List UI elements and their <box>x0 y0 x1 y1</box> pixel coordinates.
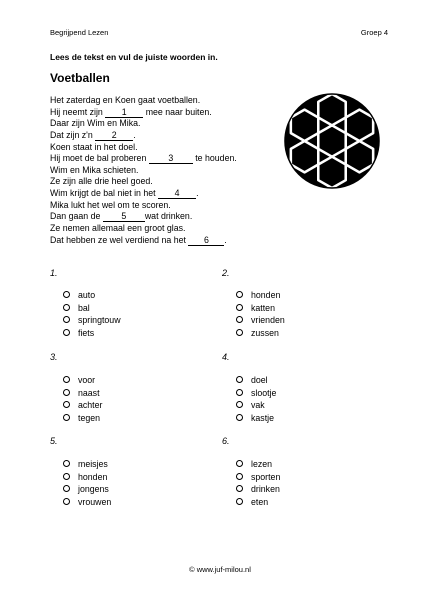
story-line <box>50 95 237 107</box>
story-line <box>50 211 237 223</box>
story-text-segment: Ze nemen allemaal een groot glas. <box>50 223 186 234</box>
circle-bullet-icon <box>236 291 243 298</box>
story-text <box>50 95 237 246</box>
option-label: vrouwen <box>78 496 112 507</box>
circle-bullet-icon <box>236 473 243 480</box>
circle-bullet-icon <box>63 460 70 467</box>
option-label: lezen <box>251 459 273 469</box>
story-line <box>50 223 237 235</box>
circle-bullet-icon <box>63 376 70 383</box>
option-label: meisjes <box>78 459 108 469</box>
story-text-segment: Mika lukt het wel om te scoren. <box>50 199 171 210</box>
option[interactable] <box>63 302 121 315</box>
story-line <box>50 153 237 165</box>
option[interactable] <box>63 471 111 484</box>
option-label: voor <box>78 375 96 385</box>
option-label: naast <box>78 387 100 398</box>
question-5-options <box>63 458 111 508</box>
option-label: doel <box>251 375 268 385</box>
story-text-segment: mee naar buiten. <box>143 106 212 117</box>
story-text-segment: Het zaterdag en Koen gaat voetballen. <box>50 95 201 105</box>
question-4-options <box>236 374 276 424</box>
option[interactable] <box>236 412 276 425</box>
option-label: honden <box>251 290 281 300</box>
story-line <box>50 165 237 177</box>
story-line <box>50 130 237 142</box>
circle-bullet-icon <box>63 473 70 480</box>
circle-bullet-icon <box>63 485 70 492</box>
circle-bullet-icon <box>63 316 70 323</box>
circle-bullet-icon <box>63 304 70 311</box>
option[interactable] <box>236 483 280 496</box>
story-text-segment: . <box>133 129 136 140</box>
header-subject: Begrijpend Lezen <box>50 28 109 37</box>
story-text-segment: Koen staat in het doel. <box>50 141 138 152</box>
option[interactable] <box>236 496 280 509</box>
option[interactable] <box>63 374 102 387</box>
question-number-6: 6. <box>222 436 230 446</box>
story-text-segment: Ze zijn alle drie heel goed. <box>50 176 153 187</box>
option-label: honden <box>78 471 108 482</box>
footer-copyright: © www.juf-milou.nl <box>189 565 251 574</box>
option[interactable] <box>63 412 102 425</box>
option[interactable] <box>236 471 280 484</box>
soccer-ball-icon <box>283 92 381 190</box>
page-title: Voetballen <box>50 71 110 85</box>
story-line <box>50 188 237 200</box>
option-label: auto <box>78 290 96 300</box>
option[interactable] <box>236 289 285 302</box>
question-6-options <box>236 458 280 508</box>
story-line <box>50 235 237 247</box>
option-label: vak <box>251 400 265 411</box>
option[interactable] <box>236 458 280 471</box>
question-number-5: 5. <box>50 436 58 446</box>
option-label: vrienden <box>251 315 285 326</box>
option-label: fiets <box>78 327 95 338</box>
option[interactable] <box>63 327 121 340</box>
story-text-segment: . <box>224 234 227 245</box>
story-text-segment: wat drinken. <box>144 211 193 222</box>
option-label: eten <box>251 496 269 507</box>
circle-bullet-icon <box>63 498 70 505</box>
option[interactable] <box>236 327 285 340</box>
option-label: zussen <box>251 327 279 338</box>
story-line <box>50 200 237 212</box>
story-text-segment: Wim en Mika schieten. <box>50 164 139 175</box>
option-label: sporten <box>251 471 281 482</box>
option[interactable] <box>63 496 111 509</box>
option[interactable] <box>63 289 121 302</box>
story-text-segment: Dat zijn z'n <box>50 129 96 140</box>
option[interactable] <box>63 399 102 412</box>
circle-bullet-icon <box>63 414 70 421</box>
option-label: slootje <box>251 387 277 398</box>
story-line <box>50 118 237 130</box>
circle-bullet-icon <box>236 329 243 336</box>
option[interactable] <box>63 458 111 471</box>
story-text-segment: . <box>196 188 199 199</box>
story-text-segment: Daar zijn Wim en Mika. <box>50 118 141 129</box>
option[interactable] <box>63 387 102 400</box>
circle-bullet-icon <box>236 389 243 396</box>
option-label: achter <box>78 400 103 411</box>
question-1-options <box>63 289 121 339</box>
question-number-4: 4. <box>222 352 230 362</box>
question-number-3: 3. <box>50 352 58 362</box>
story-line <box>50 142 237 154</box>
circle-bullet-icon <box>63 401 70 408</box>
circle-bullet-icon <box>63 389 70 396</box>
circle-bullet-icon <box>63 329 70 336</box>
circle-bullet-icon <box>236 316 243 323</box>
circle-bullet-icon <box>63 291 70 298</box>
question-2-options <box>236 289 285 339</box>
blank-1: 1 <box>105 108 143 118</box>
option[interactable] <box>236 374 276 387</box>
option[interactable] <box>63 483 111 496</box>
story-text-segment: Wim krijgt de bal niet in het <box>50 188 159 199</box>
header-grade: Groep 4 <box>360 28 388 37</box>
circle-bullet-icon <box>236 460 243 467</box>
option[interactable] <box>236 399 276 412</box>
option-label: tegen <box>78 412 101 423</box>
circle-bullet-icon <box>236 401 243 408</box>
option[interactable] <box>236 314 285 327</box>
circle-bullet-icon <box>236 376 243 383</box>
story-line <box>50 107 237 119</box>
option[interactable] <box>236 387 276 400</box>
instruction: Lees de tekst en vul de juiste woorden in. <box>50 52 218 62</box>
blank-3: 3 <box>149 154 193 164</box>
story-text-segment: Hij neemt zijn <box>50 106 106 117</box>
circle-bullet-icon <box>236 498 243 505</box>
blank-6: 6 <box>188 236 224 246</box>
option-label: springtouw <box>78 315 121 326</box>
blank-4: 4 <box>158 189 196 199</box>
circle-bullet-icon <box>236 485 243 492</box>
circle-bullet-icon <box>236 414 243 421</box>
option[interactable] <box>236 302 285 315</box>
story-text-segment: te houden. <box>192 153 237 164</box>
story-line <box>50 176 237 188</box>
option[interactable] <box>63 314 121 327</box>
option-label: kastje <box>251 412 274 423</box>
blank-5: 5 <box>103 212 145 222</box>
question-number-1: 1. <box>50 268 58 278</box>
option-label: drinken <box>251 484 280 495</box>
question-3-options <box>63 374 102 424</box>
story-text-segment: Hij moet de bal proberen <box>50 153 149 164</box>
option-label: jongens <box>78 484 109 495</box>
circle-bullet-icon <box>236 304 243 311</box>
story-text-segment: Dat hebben ze wel verdiend na het <box>50 234 189 245</box>
story-text-segment: Dan gaan de <box>50 211 103 222</box>
option-label: katten <box>251 302 275 313</box>
blank-2: 2 <box>95 131 133 141</box>
option-label: bal <box>78 302 90 313</box>
question-number-2: 2. <box>222 268 230 278</box>
